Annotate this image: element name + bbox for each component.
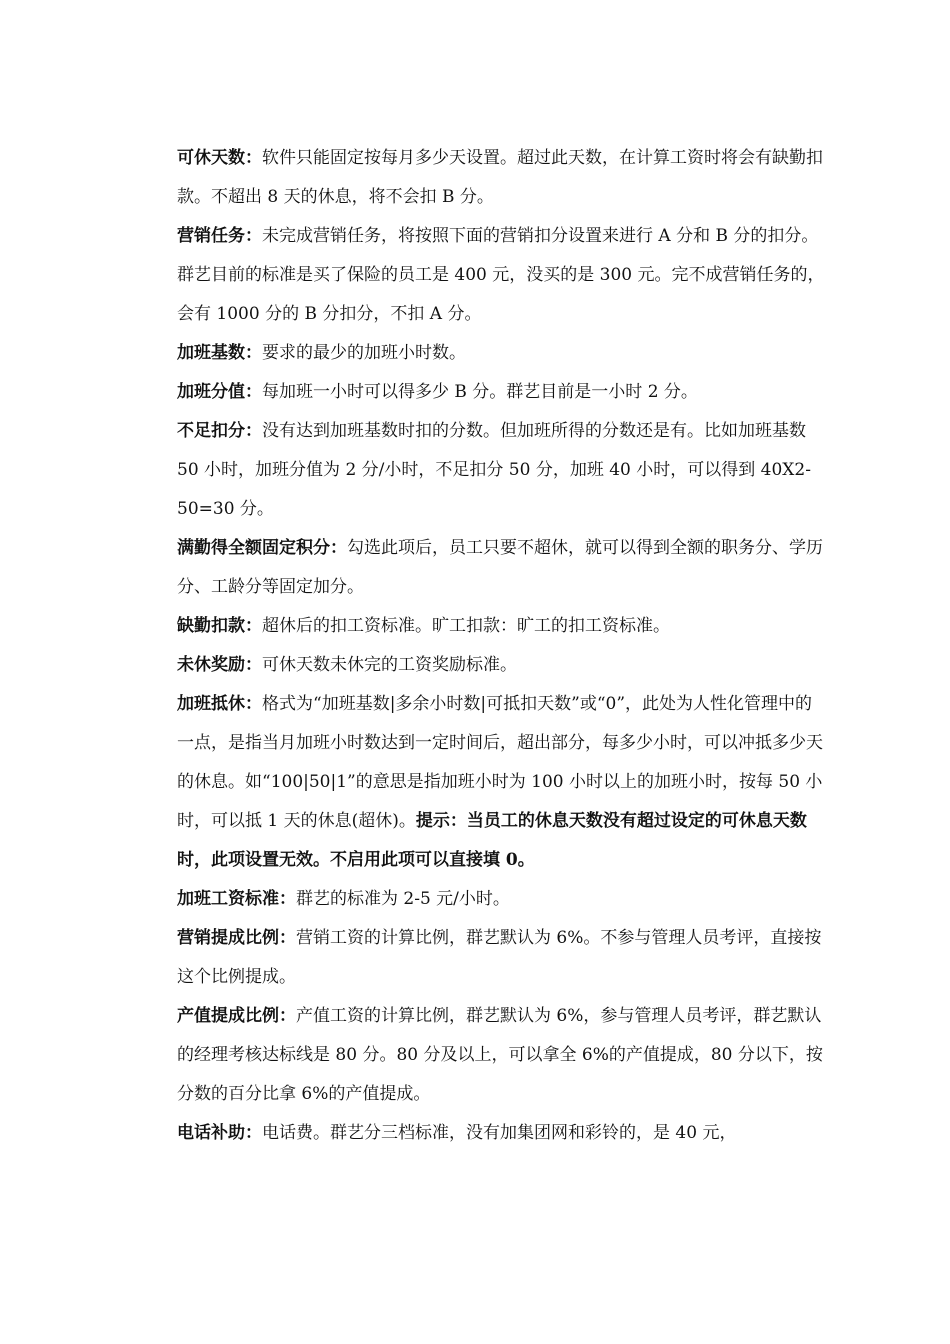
paragraph-output-commission bbox=[177, 997, 825, 1114]
paragraph-text: 未完成营销任务，将按照下面的营销扣分设置来进行 A 分和 B 分的扣分。群艺目前的标准是买了保险的员工是 400 元，没买的是 300 元。完不成营销任务的，会有 1000 分的 B 分扣分，不扣 A 分。 bbox=[177, 226, 825, 324]
paragraph-text: 产值工资的计算比例，群艺默认为 6%，参与管理人员考评，群艺默认的经理考核达标线是 80 分。80 分及以上，可以拿全 6%的产值提成，80 分以下，按分数的百分比拿 6%的产值提成。 bbox=[177, 1006, 823, 1104]
paragraph-absence-deduction bbox=[177, 607, 825, 646]
paragraph-text: 没有达到加班基数时扣的分数。但加班所得的分数还是有。比如加班基数 50 小时，加班分值为 2 分/小时，不足扣分 50 分，加班 40 小时，可以得到 40X2-50=30 分。 bbox=[177, 421, 811, 519]
paragraph-overtime-score bbox=[177, 373, 825, 412]
term-label: 产值提成比例： bbox=[177, 1006, 296, 1026]
paragraph-unused-reward bbox=[177, 646, 825, 685]
term-label: 未休奖励： bbox=[177, 655, 262, 675]
term-label: 营销提成比例： bbox=[177, 928, 296, 948]
paragraph-sales-commission bbox=[177, 919, 825, 997]
term-label: 不足扣分： bbox=[177, 421, 262, 441]
paragraph-text: 电话费。群艺分三档标准，没有加集团网和彩铃的，是 40 元， bbox=[262, 1123, 737, 1143]
term-label: 缺勤扣款： bbox=[177, 616, 262, 636]
paragraph-text: 群艺的标准为 2-5 元/小时。 bbox=[296, 889, 510, 909]
paragraph-sales-task bbox=[177, 217, 825, 334]
paragraph-text: 营销工资的计算比例，群艺默认为 6%。不参与管理人员考评，直接按这个比例提成。 bbox=[177, 928, 822, 987]
paragraph-text: 勾选此项后，员工只要不超休，就可以得到全额的职务分、学历分、工龄分等固定加分。 bbox=[177, 538, 823, 597]
paragraph-text: 要求的最少的加班小时数。 bbox=[262, 343, 466, 363]
paragraph-text: 每加班一小时可以得多少 B 分。群艺目前是一小时 2 分。 bbox=[262, 382, 698, 402]
paragraph-full-attendance bbox=[177, 529, 825, 607]
paragraph-overtime-wage bbox=[177, 880, 825, 919]
term-label: 可休天数： bbox=[177, 148, 262, 168]
term-label: 满勤得全额固定积分： bbox=[177, 538, 347, 558]
paragraph-overtime-offset bbox=[177, 685, 825, 880]
term-label: 加班基数： bbox=[177, 343, 262, 363]
paragraph-shortfall-deduction bbox=[177, 412, 825, 529]
paragraph-text: 可休天数未休完的工资奖励标准。 bbox=[262, 655, 517, 675]
paragraph-rest-days bbox=[177, 139, 825, 217]
document-body bbox=[177, 139, 825, 1153]
term-label: 加班工资标准： bbox=[177, 889, 296, 909]
paragraph-text: 格式为“加班基数|多余小时数|可抵扣天数”或“0”，此处为人性化管理中的一点，是指当月加班小时数达到一定时间后，超出部分，每多少小时，可以冲抵多少天的休息。如“100|50|1”的意思是指加班小时为 100 小时以上的加班小时，按每 50 小时，可以抵 1 天的休息(超休)。 bbox=[177, 694, 823, 831]
term-label: 加班抵休： bbox=[177, 694, 262, 714]
tip-note: 提示：当员工的休息天数没有超过设定的可休息天数时，此项设置无效。不启用此项可以直接填 0。 bbox=[177, 811, 807, 870]
paragraph-phone-allowance bbox=[177, 1114, 825, 1153]
paragraph-overtime-base bbox=[177, 334, 825, 373]
paragraph-text: 超休后的扣工资标准。旷工扣款：旷工的扣工资标准。 bbox=[262, 616, 670, 636]
term-label: 营销任务： bbox=[177, 226, 262, 246]
term-label: 电话补助： bbox=[177, 1123, 262, 1143]
term-label: 加班分值： bbox=[177, 382, 262, 402]
paragraph-text: 软件只能固定按每月多少天设置。超过此天数，在计算工资时将会有缺勤扣款。不超出 8 天的休息，将不会扣 B 分。 bbox=[177, 148, 823, 207]
